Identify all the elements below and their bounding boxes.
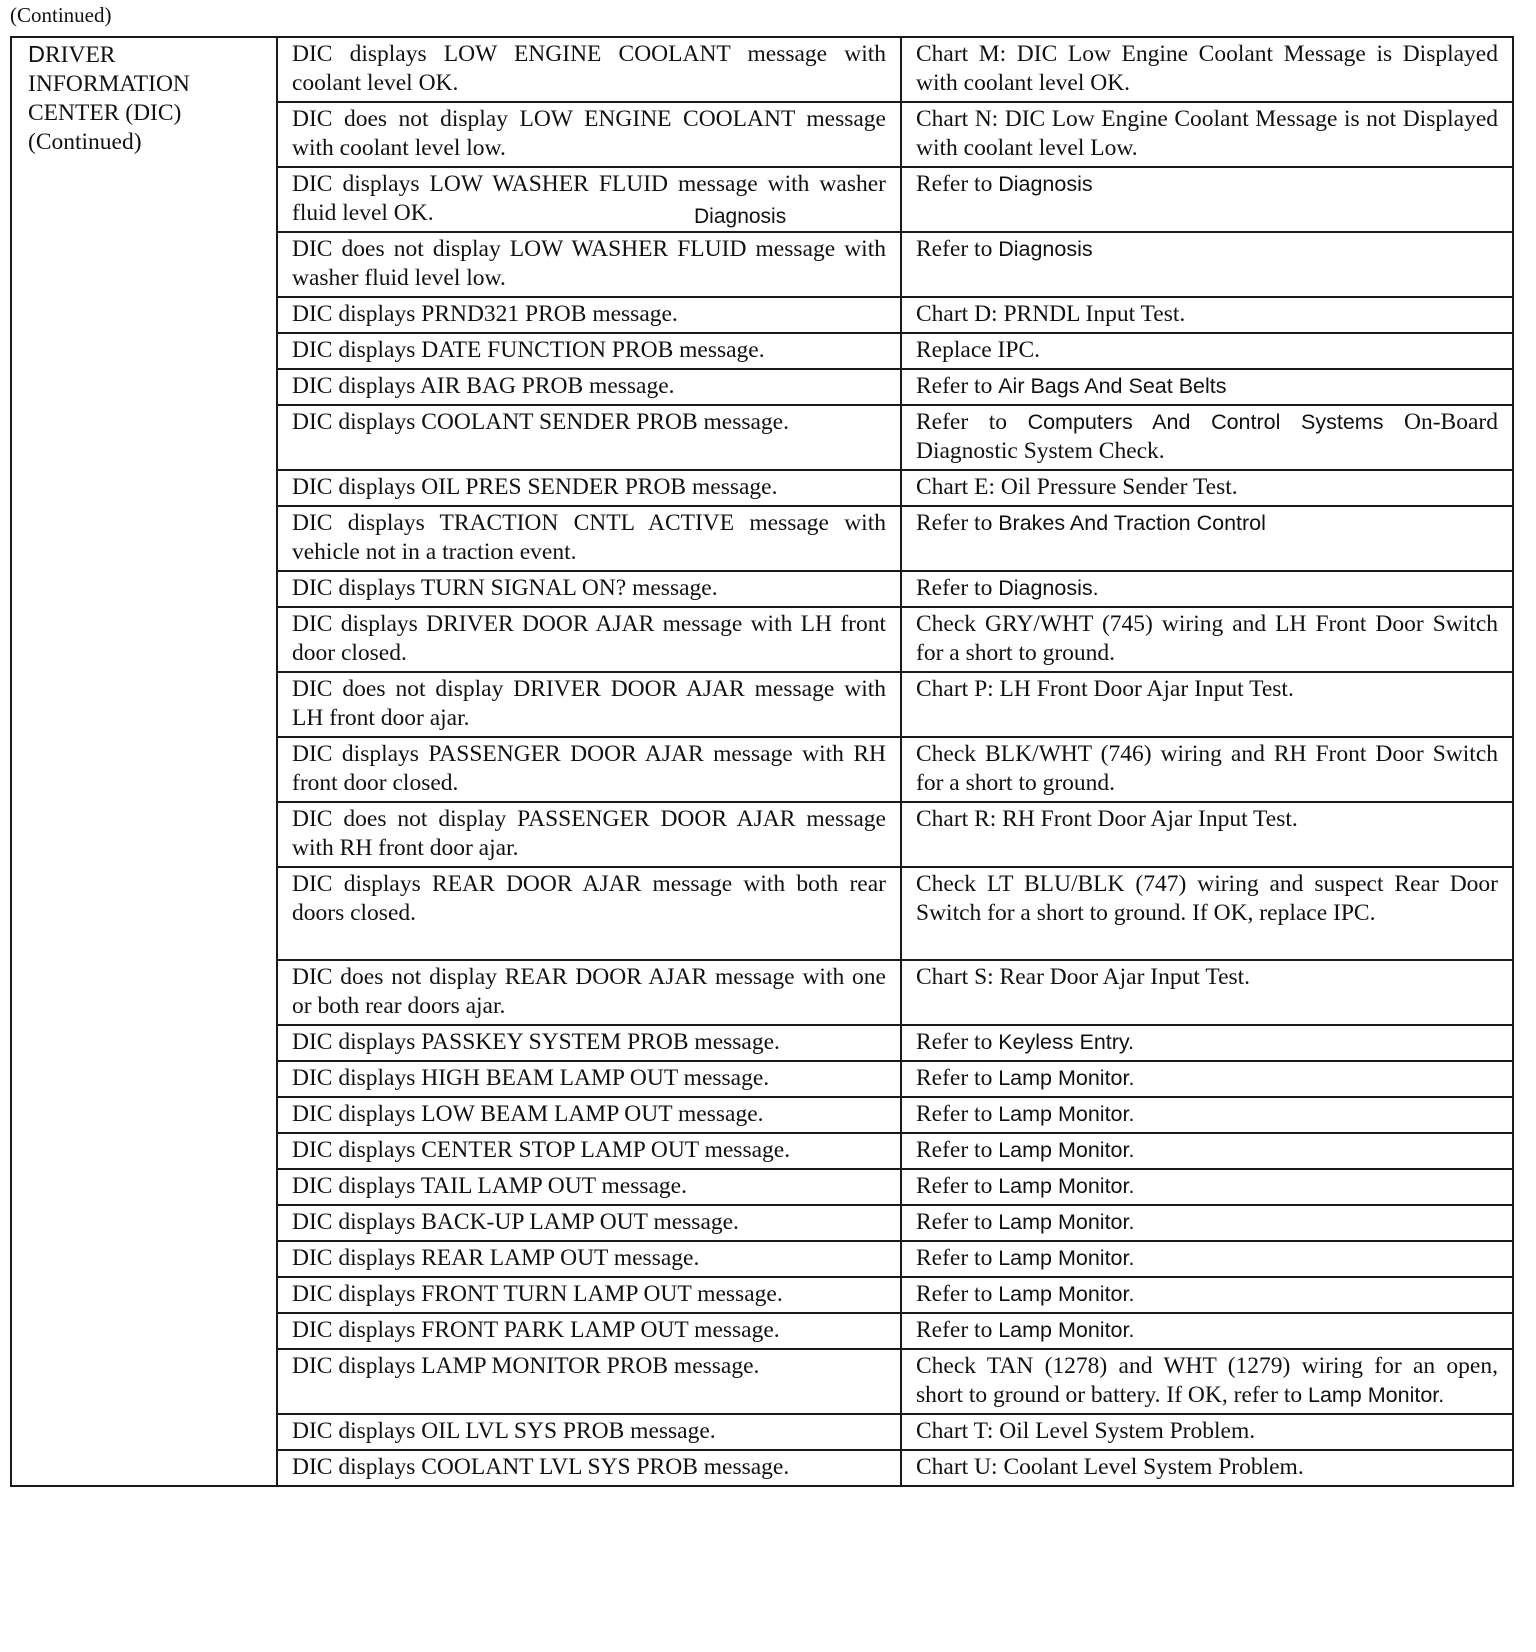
condition-cell: DIC displays DRIVER DOOR AJAR message with LH front door closed.	[277, 607, 901, 672]
condition-cell: DIC displays COOLANT LVL SYS PROB message.	[277, 1450, 901, 1486]
condition-cell: DIC displays PASSENGER DOOR AJAR message with RH front door closed.	[277, 737, 901, 802]
action-cell: Chart S: Rear Door Ajar Input Test.	[901, 960, 1513, 1025]
action-cell	[901, 167, 1513, 232]
condition-cell: DIC displays HIGH BEAM LAMP OUT message.	[277, 1061, 901, 1097]
cross-reference-link[interactable]: Lamp Monitor.	[998, 1102, 1135, 1126]
condition-cell: DIC displays LOW ENGINE COOLANT message with coolant level OK.	[277, 37, 901, 102]
action-prefix: Refer to	[916, 510, 993, 536]
system-name-line: DRIVER	[28, 41, 116, 68]
cross-reference-link[interactable]: Lamp Monitor.	[1307, 1383, 1445, 1407]
condition-cell: DIC displays PASSKEY SYSTEM PROB message.	[277, 1025, 901, 1061]
action-cell: Chart U: Coolant Level System Problem.	[901, 1450, 1513, 1486]
action-cell: Check GRY/WHT (745) wiring and LH Front Door Switch for a short to ground.	[901, 607, 1513, 672]
cross-reference-link[interactable]: Lamp Monitor.	[998, 1246, 1135, 1270]
condition-cell: DIC displays TAIL LAMP OUT message.	[277, 1169, 901, 1205]
action-cell	[901, 571, 1513, 607]
cross-reference-link[interactable]: Computers And Control Systems	[1027, 410, 1384, 434]
cross-reference-link[interactable]: Diagnosis	[998, 237, 1093, 261]
action-prefix: Refer to	[916, 1137, 993, 1163]
cross-reference-link[interactable]: Lamp Monitor.	[998, 1174, 1135, 1198]
action-prefix: Refer to	[916, 171, 993, 197]
action-cell	[901, 369, 1513, 405]
action-cell	[901, 1241, 1513, 1277]
cross-reference-link[interactable]: Lamp Monitor.	[998, 1318, 1135, 1342]
action-prefix: Refer to	[916, 1101, 993, 1127]
action-prefix: Refer to	[916, 1173, 993, 1199]
condition-cell: DIC displays REAR DOOR AJAR message with both rear doors closed.	[277, 867, 901, 960]
action-cell	[901, 1133, 1513, 1169]
condition-cell: DIC displays FRONT TURN LAMP OUT message.	[277, 1277, 901, 1313]
condition-cell: DIC displays LOW BEAM LAMP OUT message.	[277, 1097, 901, 1133]
cross-reference-link[interactable]: Lamp Monitor.	[998, 1138, 1135, 1162]
system-name-line: CENTER (DIC)	[28, 100, 182, 126]
action-cell	[901, 1097, 1513, 1133]
action-cell	[901, 1169, 1513, 1205]
system-name-line: (Continued)	[28, 129, 142, 155]
action-cell	[901, 1313, 1513, 1349]
diagnosis-table	[10, 36, 1514, 1487]
condition-cell: DIC displays OIL LVL SYS PROB message.	[277, 1414, 901, 1450]
condition-cell: DIC does not display PASSENGER DOOR AJAR message with RH front door ajar.	[277, 802, 901, 867]
condition-cell: DIC does not display DRIVER DOOR AJAR message with LH front door ajar.	[277, 672, 901, 737]
action-prefix: Refer to	[916, 409, 1008, 435]
cross-reference-link[interactable]: Lamp Monitor.	[998, 1066, 1135, 1090]
cross-reference-link[interactable]: Keyless Entry.	[998, 1030, 1135, 1054]
action-prefix: Refer to	[916, 1317, 993, 1343]
condition-cell: DIC does not display LOW ENGINE COOLANT message with coolant level low.	[277, 102, 901, 167]
cross-reference-link[interactable]: Lamp Monitor.	[998, 1282, 1135, 1306]
action-cell	[901, 1277, 1513, 1313]
action-cell	[901, 1025, 1513, 1061]
action-prefix: Refer to	[916, 373, 993, 399]
action-prefix: Refer to	[916, 575, 993, 601]
cross-reference-link[interactable]: Air Bags And Seat Belts	[998, 374, 1227, 398]
condition-cell: DIC displays LOW WASHER FLUID message with washer fluid level OK.	[277, 167, 901, 232]
action-cell: Chart R: RH Front Door Ajar Input Test.	[901, 802, 1513, 867]
condition-cell: DIC displays COOLANT SENDER PROB message.	[277, 405, 901, 470]
condition-cell: DIC displays OIL PRES SENDER PROB message.	[277, 470, 901, 506]
action-prefix: Refer to	[916, 236, 993, 262]
condition-cell: DIC displays DATE FUNCTION PROB message.	[277, 333, 901, 369]
action-prefix: Refer to	[916, 1029, 993, 1055]
condition-cell: DIC does not display LOW WASHER FLUID message with washer fluid level low.	[277, 232, 901, 297]
action-cell: Check LT BLU/BLK (747) wiring and suspect Rear Door Switch for a short to ground. If OK, replace IPC.	[901, 867, 1513, 960]
condition-cell: DIC displays FRONT PARK LAMP OUT message.	[277, 1313, 901, 1349]
action-cell: Replace IPC.	[901, 333, 1513, 369]
table-row	[11, 37, 1513, 102]
action-cell	[901, 1205, 1513, 1241]
condition-cell: DIC displays CENTER STOP LAMP OUT message.	[277, 1133, 901, 1169]
action-prefix: Refer to	[916, 1281, 993, 1307]
cross-reference-link[interactable]: Diagnosis	[998, 172, 1093, 196]
action-cell: Chart M: DIC Low Engine Coolant Message is Displayed with coolant level OK.	[901, 37, 1513, 102]
condition-cell: DIC displays PRND321 PROB message.	[277, 297, 901, 333]
condition-cell: DIC displays REAR LAMP OUT message.	[277, 1241, 901, 1277]
action-cell	[901, 405, 1513, 470]
condition-cell: DIC does not display REAR DOOR AJAR message with one or both rear doors ajar.	[277, 960, 901, 1025]
action-cell: Chart E: Oil Pressure Sender Test.	[901, 470, 1513, 506]
action-prefix: Refer to	[916, 1209, 993, 1235]
cross-reference-link[interactable]: Brakes And Traction Control	[998, 511, 1266, 535]
action-cell	[901, 506, 1513, 571]
action-text: Check TAN (1278) and WHT (1279) wiring for an open, short to ground or battery. If OK, refer to	[916, 1353, 1498, 1408]
action-cell: Check BLK/WHT (746) wiring and RH Front Door Switch for a short to ground.	[901, 737, 1513, 802]
condition-cell: DIC displays BACK-UP LAMP OUT message.	[277, 1205, 901, 1241]
action-prefix: Refer to	[916, 1065, 993, 1091]
condition-cell: DIC displays AIR BAG PROB message.	[277, 369, 901, 405]
action-cell: Chart D: PRNDL Input Test.	[901, 297, 1513, 333]
action-cell	[901, 232, 1513, 297]
continued-header: (Continued)	[10, 3, 112, 27]
action-suffix: On-Board Diagnostic System Check.	[916, 409, 1498, 464]
system-name-line: INFORMATION	[28, 71, 190, 97]
condition-cell: DIC displays TURN SIGNAL ON? message.	[277, 571, 901, 607]
system-name-cell	[11, 37, 277, 1486]
action-prefix: Refer to	[916, 1245, 993, 1271]
action-cell	[901, 1061, 1513, 1097]
cross-reference-link[interactable]: Lamp Monitor.	[998, 1210, 1135, 1234]
condition-cell: DIC displays LAMP MONITOR PROB message.	[277, 1349, 901, 1414]
action-cell: Chart T: Oil Level System Problem.	[901, 1414, 1513, 1450]
condition-cell: DIC displays TRACTION CNTL ACTIVE message with vehicle not in a traction event.	[277, 506, 901, 571]
action-cell	[901, 1349, 1513, 1414]
floating-diagnosis-note: Diagnosis	[694, 205, 787, 228]
action-cell: Chart N: DIC Low Engine Coolant Message is not Displayed with coolant level Low.	[901, 102, 1513, 167]
cross-reference-link[interactable]: Diagnosis.	[998, 576, 1099, 600]
action-cell: Chart P: LH Front Door Ajar Input Test.	[901, 672, 1513, 737]
